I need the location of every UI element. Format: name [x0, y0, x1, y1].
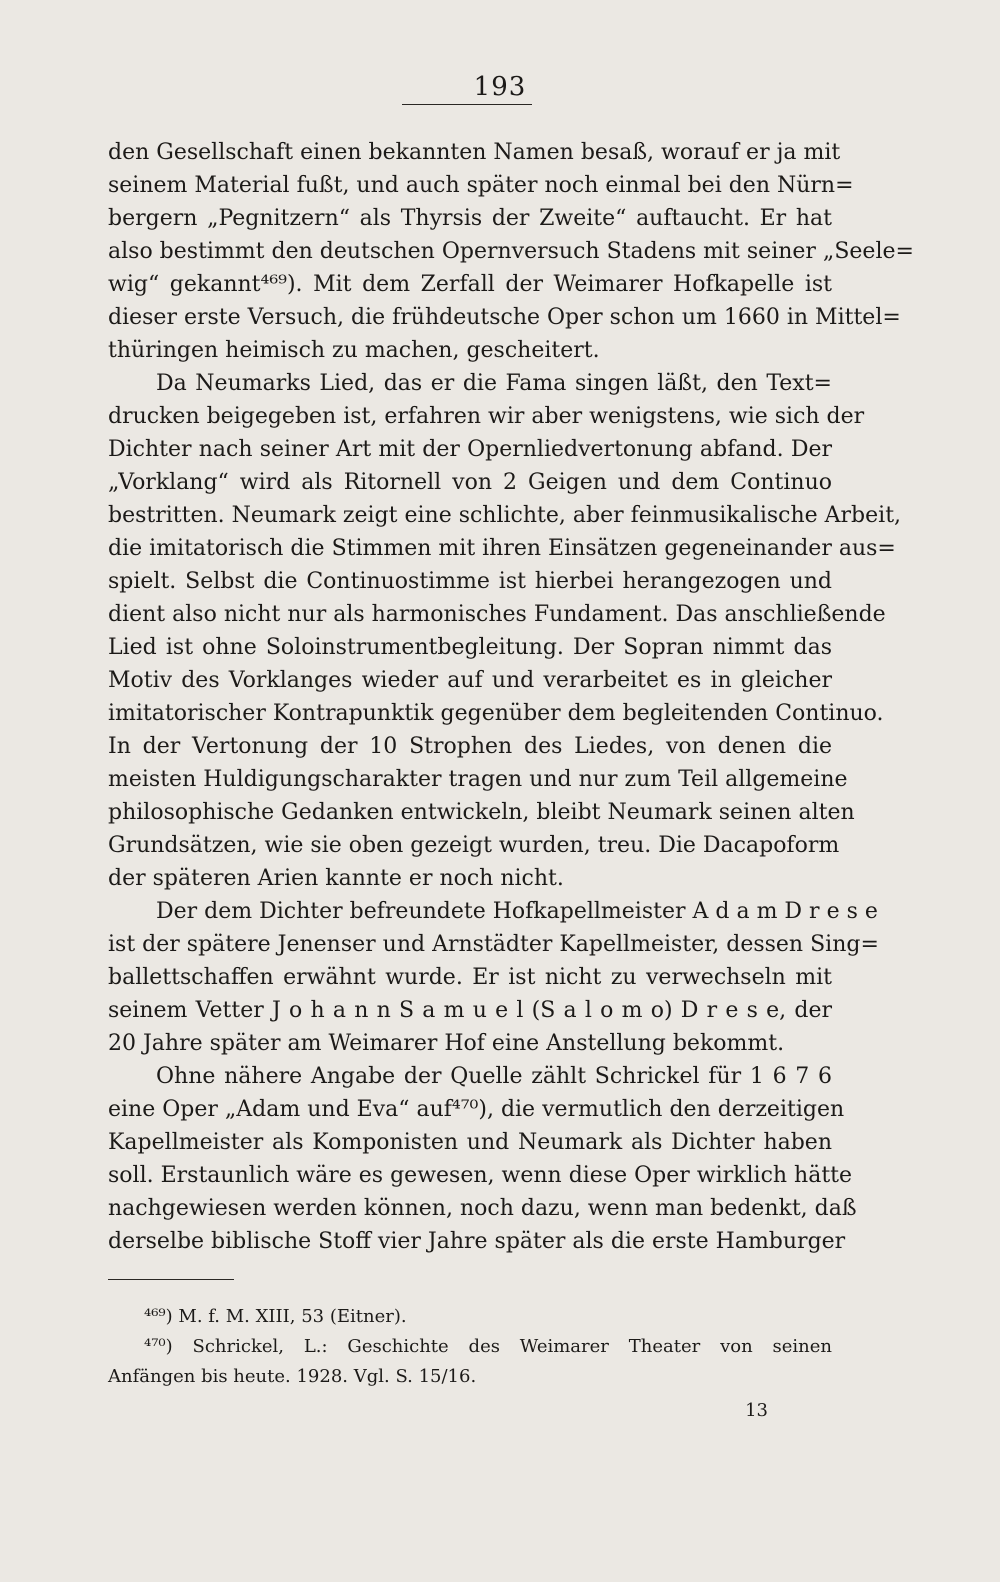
text-line: Da Neumarks Lied, das er die Fama singen läßt, den Text=	[156, 371, 832, 396]
text-line: bergern „Pegnitzern“ als Thyrsis der Zweite“ auftaucht. Er hat	[108, 206, 832, 231]
text-line: der späteren Arien kannte er noch nicht.	[108, 866, 564, 891]
header-rule	[402, 104, 532, 105]
text-line: dient also nicht nur als harmonisches Fundament. Das anschließende	[108, 602, 886, 627]
text-line: Kapellmeister als Komponisten und Neumark als Dichter haben	[108, 1130, 832, 1155]
text-line: dieser erste Versuch, die frühdeutsche Oper schon um 1660 in Mittel=	[108, 305, 901, 330]
footnote-line: Anfängen bis heute. 1928. Vgl. S. 15/16.	[108, 1366, 477, 1387]
text-line: ballettschaffen erwähnt wurde. Er ist nicht zu verwechseln mit	[108, 965, 832, 990]
body-text	[108, 136, 914, 1258]
text-line: soll. Erstaunlich wäre es gewesen, wenn diese Oper wirklich hätte	[108, 1163, 853, 1188]
text-line: eine Oper „Adam und Eva“ auf⁴⁷⁰), die vermutlich den derzeitigen	[108, 1097, 845, 1122]
text-line: Der dem Dichter befreundete Hofkapellmeister A d a m D r e s e	[156, 899, 878, 924]
text-line: wig“ gekannt⁴⁶⁹). Mit dem Zerfall der Weimarer Hofkapelle ist	[108, 272, 832, 297]
text-line: philosophische Gedanken entwickeln, bleibt Neumark seinen alten	[108, 800, 855, 825]
text-line: die imitatorisch die Stimmen mit ihren Einsätzen gegeneinander aus=	[108, 536, 896, 561]
text-line: also bestimmt den deutschen Opernversuch Stadens mit seiner „Seele=	[108, 239, 914, 264]
text-line: spielt. Selbst die Continuostimme ist hierbei herangezogen und	[108, 569, 832, 594]
text-line: thüringen heimisch zu machen, gescheitert.	[108, 338, 600, 363]
text-line: drucken beigegeben ist, erfahren wir aber wenigstens, wie sich der	[108, 404, 865, 429]
footnotes	[108, 1302, 832, 1392]
text-line: Lied ist ohne Soloinstrumentbegleitung. Der Sopran nimmt das	[108, 635, 832, 660]
text-line: ist der spätere Jenenser und Arnstädter Kapellmeister, dessen Sing=	[108, 932, 879, 957]
text-line: Motiv des Vorklanges wieder auf und verarbeitet es in gleicher	[108, 668, 832, 693]
footnote-line: ⁴⁷⁰) Schrickel, L.: Geschichte des Weimarer Theater von seinen	[144, 1336, 832, 1357]
page-number: 193	[473, 72, 527, 102]
text-line: „Vorklang“ wird als Ritornell von 2 Geigen und dem Continuo	[108, 470, 832, 495]
text-line: seinem Material fußt, und auch später noch einmal bei den Nürn=	[108, 173, 854, 198]
footnote-rule	[108, 1279, 234, 1280]
text-line: bestritten. Neumark zeigt eine schlichte, aber feinmusikalische Arbeit,	[108, 503, 902, 528]
text-line: 20 Jahre später am Weimarer Hof eine Anstellung bekommt.	[108, 1031, 785, 1056]
footnote-line: ⁴⁶⁹) M. f. M. XIII, 53 (Eitner).	[144, 1306, 407, 1327]
text-line: Ohne nähere Angabe der Quelle zählt Schrickel für 1 6 7 6	[156, 1064, 832, 1089]
text-line: meisten Huldigungscharakter tragen und nur zum Teil allgemeine	[108, 767, 848, 792]
text-line: den Gesellschaft einen bekannten Namen besaß, worauf er ja mit	[108, 140, 841, 165]
signature-mark: 13	[745, 1400, 768, 1421]
text-line: nachgewiesen werden können, noch dazu, wenn man bedenkt, daß	[108, 1196, 857, 1221]
text-line: Dichter nach seiner Art mit der Opernliedvertonung abfand. Der	[108, 437, 832, 462]
text-line: imitatorischer Kontrapunktik gegenüber dem begleitenden Continuo.	[108, 701, 884, 726]
text-line: derselbe biblische Stoff vier Jahre später als die erste Hamburger	[108, 1229, 846, 1254]
text-line: Grundsätzen, wie sie oben gezeigt wurden, treu. Die Dacapoform	[108, 833, 840, 858]
text-line: In der Vertonung der 10 Strophen des Liedes, von denen die	[108, 734, 832, 759]
text-line: seinem Vetter J o h a n n S a m u e l (S a l o m o) D r e s e, der	[108, 998, 832, 1023]
